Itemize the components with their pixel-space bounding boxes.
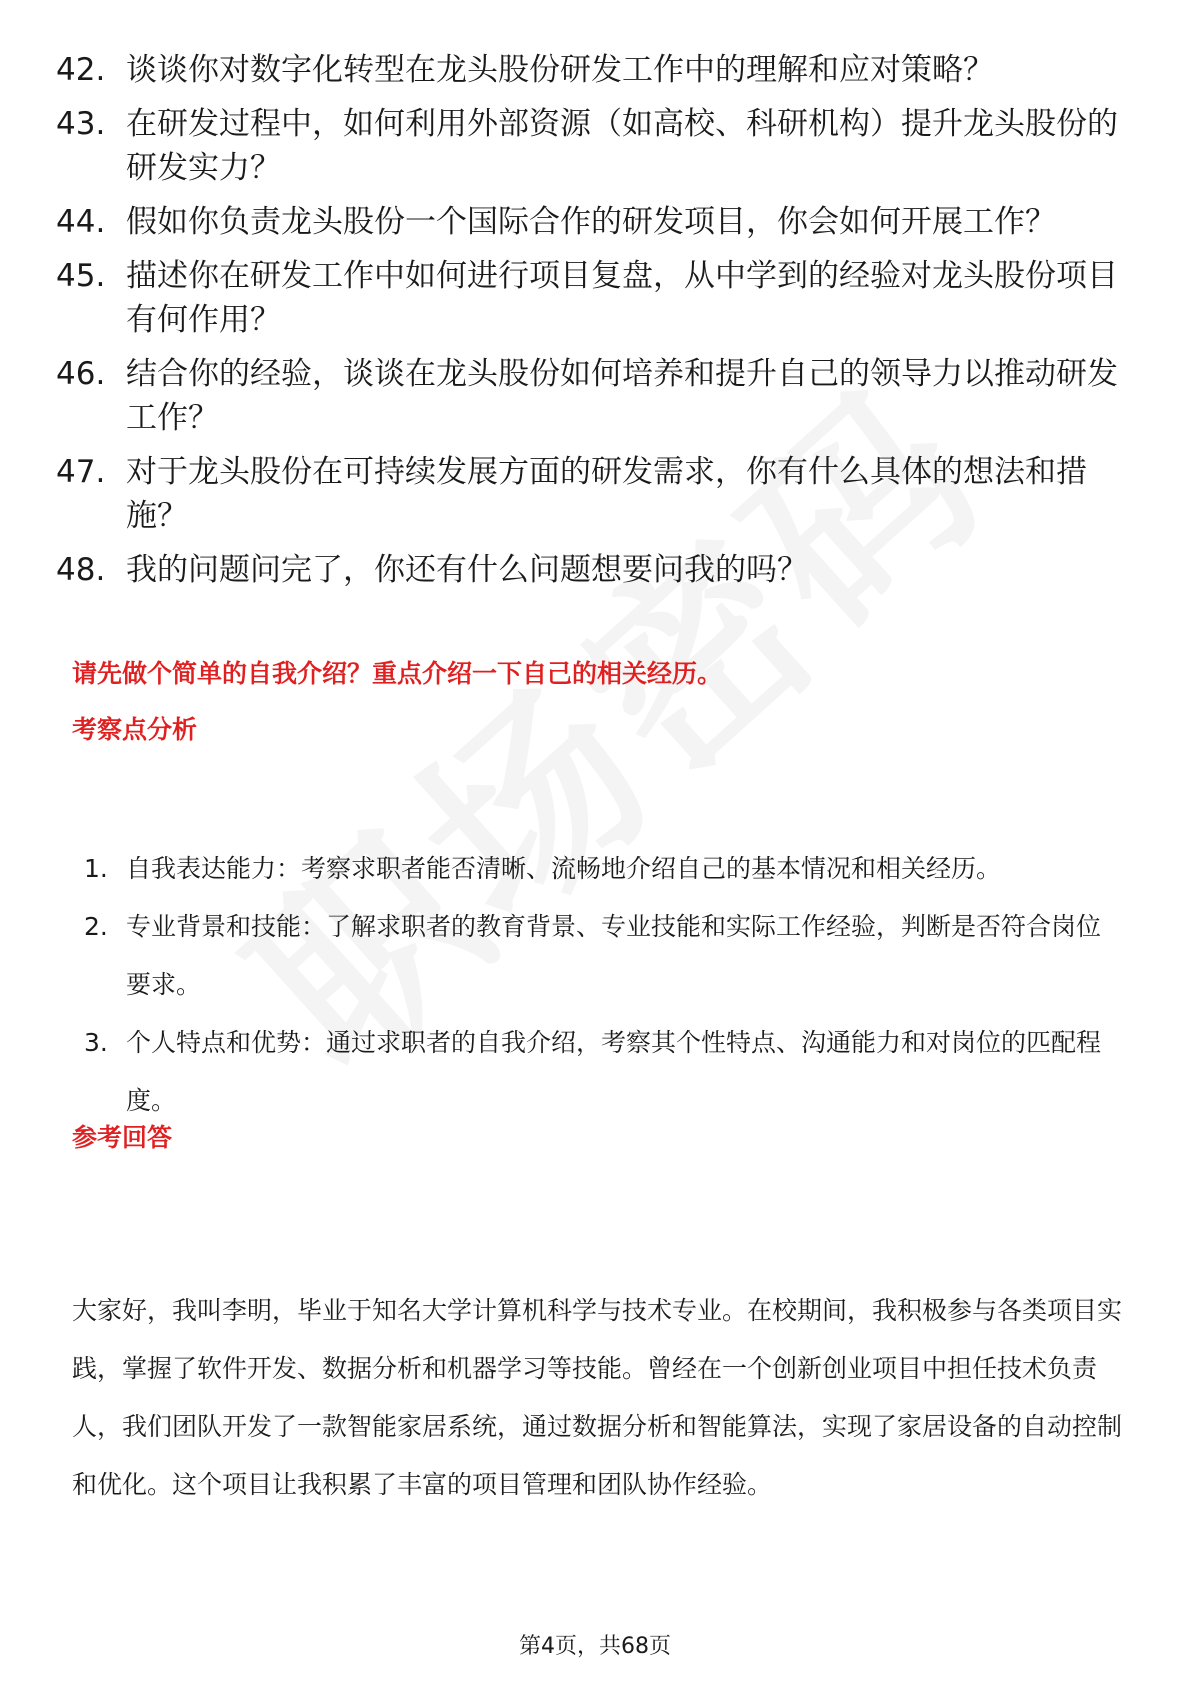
question-text: 谈谈你对数字化转型在龙头股份研发工作中的理解和应对策略？ — [126, 52, 994, 88]
analysis-number: 1. — [84, 854, 108, 883]
question-text: 对于龙头股份在可持续发展方面的研发需求，你有什么具体的想法和措施？ — [126, 454, 1087, 534]
question-text: 假如你负责龙头股份一个国际合作的研发项目，你会如何开展工作？ — [126, 204, 1056, 240]
question-item — [56, 200, 1136, 244]
question-number: 42. — [56, 52, 106, 88]
question-text: 描述你在研发工作中如何进行项目复盘，从中学到的经验对龙头股份项目有何作用？ — [126, 258, 1118, 338]
question-item — [56, 352, 1136, 440]
analysis-heading: 考察点分析 — [72, 715, 198, 744]
analysis-item — [84, 1014, 1124, 1130]
question-item — [56, 450, 1136, 538]
question-text: 结合你的经验，谈谈在龙头股份如何培养和提升自己的领导力以推动研发工作？ — [126, 356, 1118, 436]
analysis-item — [84, 898, 1124, 1014]
question-item — [56, 254, 1136, 342]
analysis-number: 3. — [84, 1028, 108, 1057]
section-question-heading: 请先做个简单的自我介绍？重点介绍一下自己的相关经历。 — [72, 659, 723, 688]
question-number: 44. — [56, 204, 106, 240]
question-number: 48. — [56, 552, 106, 588]
question-item — [56, 548, 1136, 592]
question-text: 我的问题问完了，你还有什么问题想要问我的吗？ — [126, 552, 808, 588]
question-number: 43. — [56, 106, 106, 142]
analysis-text: 自我表达能力：考察求职者能否清晰、流畅地介绍自己的基本情况和相关经历。 — [126, 854, 1002, 883]
analysis-text: 个人特点和优势：通过求职者的自我介绍，考察其个性特点、沟通能力和对岗位的匹配程度。 — [126, 1028, 1102, 1115]
question-item — [56, 48, 1136, 92]
question-item — [56, 102, 1136, 190]
analysis-list — [84, 840, 1124, 1130]
question-number: 47. — [56, 454, 106, 490]
question-list — [56, 48, 1136, 602]
analysis-item — [84, 840, 1124, 898]
answer-heading: 参考回答 — [72, 1123, 173, 1152]
question-number: 46. — [56, 356, 106, 392]
answer-paragraph: 大家好，我叫李明，毕业于知名大学计算机科学与技术专业。在校期间，我积极参与各类项目实践，掌握了软件开发、数据分析和机器学习等技能。曾经在一个创新创业项目中担任技术负责人，我们团队开发了一款智能家居系统，通过数据分析和智能算法，实现了家居设备的自动控制和优化。这个项目让我积累了丰富的项目管理和团队协作经验。 — [72, 1296, 1123, 1499]
analysis-text: 专业背景和技能：了解求职者的教育背景、专业技能和实际工作经验，判断是否符合岗位要求。 — [126, 912, 1102, 999]
analysis-number: 2. — [84, 912, 108, 941]
question-number: 45. — [56, 258, 106, 294]
page-footer: 第4页，共68页 — [519, 1634, 671, 1659]
question-text: 在研发过程中，如何利用外部资源（如高校、科研机构）提升龙头股份的研发实力？ — [126, 106, 1118, 186]
